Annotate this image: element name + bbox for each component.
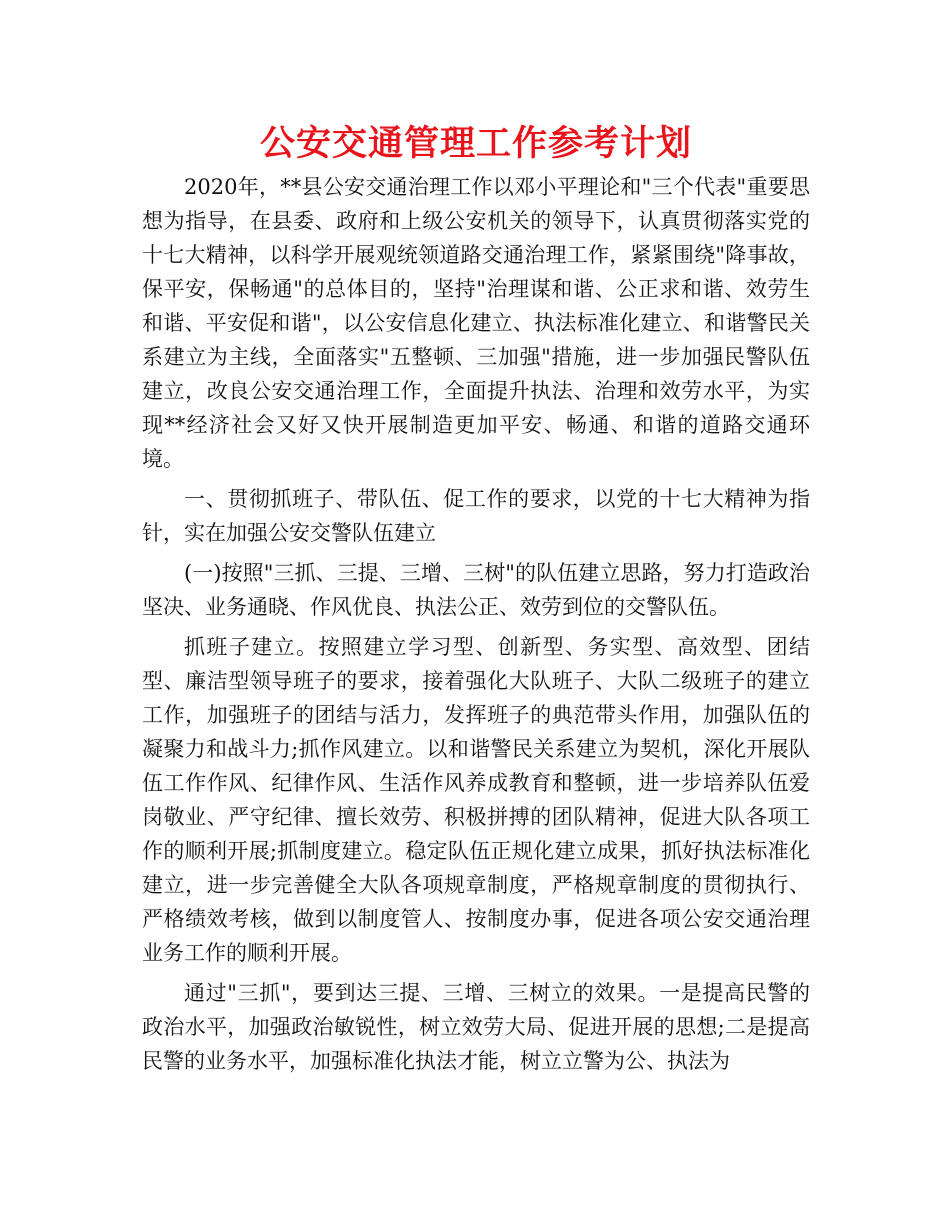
paragraph-body: 通过"三抓"，要到达三提、三增、三树立的效果。一是提高民警的政治水平，加强政治敏锐性，树立效劳大局、促进开展的思想;二是提高民警的业务水平，加强标准化执法才能，树立立警为公、执法为: [142, 981, 810, 1073]
paragraph-subsection-heading: (一)按照"三抓、三提、三增、三树"的队伍建立思路，努力打造政治坚决、业务通晓、作风优良、执法公正、效劳到位的交警队伍。: [142, 561, 810, 619]
paragraph-section-heading: 一、贯彻抓班子、带队伍、促工作的要求，以党的十七大精神为指针，实在加强公安交警队伍建立: [142, 487, 810, 545]
document-page: [142, 118, 810, 1078]
paragraph-intro: 2020年，**县公安交通治理工作以邓小平理论和"三个代表"重要思想为指导，在县委、政府和上级公安机关的领导下，认真贯彻落实党的十七大精神，以科学开展观统领道路交通治理工作，紧紧围绕"降事故，保平安，保畅通"的总体目的，坚持"治理谋和谐、公正求和谐、效劳生和谐、平安促和谐"，以公安信息化建立、执法标准化建立、和谐警民关系建立为主线，全面落实"五整顿、三加强"措施，进一步加强民警队伍建立，改良公安交通治理工作，全面提升执法、治理和效劳水平，为实现**经济社会又好又快开展制造更加平安、畅通、和谐的道路交通环境。: [142, 175, 810, 471]
document-title: 公安交通管理工作参考计划: [259, 124, 692, 164]
paragraph-body: 抓班子建立。按照建立学习型、创新型、务实型、高效型、团结型、廉洁型领导班子的要求，接着强化大队班子、大队二级班子的建立工作，加强班子的团结与活力，发挥班子的典范带头作用，加强队伍的凝聚力和战斗力;抓作风建立。以和谐警民关系建立为契机，深化开展队伍工作作风、纪律作风、生活作风养成教育和整顿，进一步培养队伍爱岗敬业、严守纪律、擅长效劳、积极拼搏的团队精神，促进大队各项工作的顺利开展;抓制度建立。稳定队伍正规化建立成果，抓好执法标准化建立，进一步完善健全大队各项规章制度，严格规章制度的贯彻执行、严格绩效考核，做到以制度管人、按制度办事，促进各项公安交通治理业务工作的顺利开展。: [142, 635, 810, 965]
